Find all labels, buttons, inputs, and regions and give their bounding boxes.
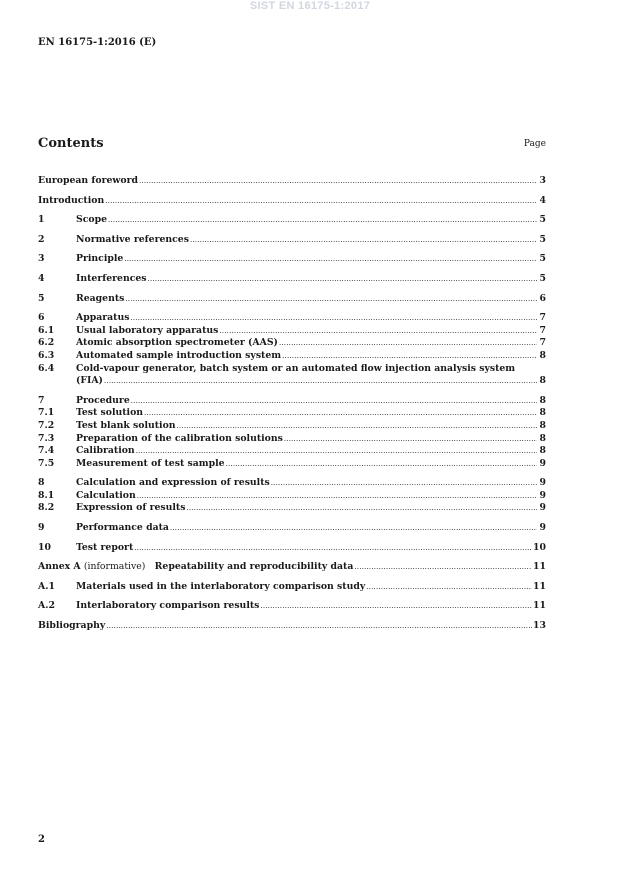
dot-leader	[136, 445, 537, 458]
toc-entry-number: 7.1	[38, 407, 55, 419]
toc-entry-page: 13	[533, 620, 546, 632]
toc-entry-title: Test report	[76, 541, 134, 553]
page-column-label: Page	[523, 139, 546, 149]
toc-entry-7-2[interactable]	[38, 420, 546, 433]
toc-entry-title: Test solution	[76, 407, 144, 419]
toc-entry-number: 7.5	[38, 457, 55, 469]
toc-entry-6-1[interactable]	[38, 325, 546, 338]
dot-leader	[354, 561, 532, 574]
dot-leader	[260, 600, 532, 613]
toc-entry-page: 3	[539, 175, 546, 186]
toc-entry-title: Interlaboratory comparison results	[76, 600, 260, 612]
toc-entry-title: Apparatus	[76, 312, 130, 324]
dot-leader	[366, 581, 532, 594]
toc-entry-page: 11	[533, 600, 546, 612]
toc-entry-title: Reagents	[76, 292, 125, 304]
annex-title: Repeatability and reproducibility data	[154, 561, 354, 573]
toc-entry-number: 2	[38, 233, 45, 245]
toc-entry-6-2[interactable]	[38, 337, 546, 350]
dot-leader	[137, 490, 537, 503]
toc-entry-number: 1	[38, 214, 45, 226]
toc-entry-page: 8	[539, 375, 546, 387]
toc-entry-title: Materials used in the interlaboratory comparison study	[76, 580, 366, 592]
toc-entry-page: 8	[539, 407, 546, 419]
dot-leader	[282, 350, 537, 363]
toc-entry-page: 8	[539, 349, 546, 361]
toc-entry-a-2[interactable]	[38, 600, 546, 613]
toc-entry-page: 9	[539, 457, 546, 469]
dot-leader	[106, 620, 532, 633]
toc-entry-title: Calibration	[76, 445, 135, 457]
toc-entry-a-1[interactable]	[38, 581, 546, 594]
toc-entry-page: 11	[533, 580, 546, 592]
dot-leader	[226, 458, 537, 471]
toc-entry-number: 6	[38, 312, 45, 324]
toc-entry-5[interactable]	[38, 293, 546, 306]
dot-leader	[125, 293, 537, 306]
toc-entry-7[interactable]	[38, 395, 546, 408]
toc-entry-3[interactable]	[38, 253, 546, 266]
toc-entry-page: 6	[539, 292, 546, 304]
annex-label: Annex A	[38, 561, 81, 573]
toc-entry-number: 8.1	[38, 489, 55, 501]
toc-entry-title: Test blank solution	[76, 419, 176, 431]
toc-entry-number: 7.2	[38, 419, 55, 431]
toc-entry-title: Scope	[76, 214, 107, 226]
toc-entry-page: 10	[533, 541, 546, 553]
toc-entry-number: 10	[38, 541, 51, 553]
toc-entry-title: Interferences	[76, 272, 147, 284]
toc-entry-title: Introduction	[38, 194, 105, 206]
dot-leader	[190, 234, 537, 247]
toc-entry-title	[38, 561, 353, 574]
toc-entry-page: 7	[539, 324, 546, 336]
dot-leader	[186, 502, 537, 515]
toc-entry-number: 8.2	[38, 502, 55, 514]
toc-entry-1[interactable]	[38, 214, 546, 227]
toc-entry-title: Procedure	[76, 394, 130, 406]
toc-entry-8[interactable]	[38, 477, 546, 490]
watermark: SIST EN 16175-1:2017	[249, 0, 371, 12]
toc-entry-2[interactable]	[38, 234, 546, 247]
toc-entry-number: A.2	[38, 600, 55, 612]
toc-entry-annex-a[interactable]	[38, 561, 546, 574]
toc-entry-number: 3	[38, 253, 45, 265]
dot-leader	[105, 195, 537, 208]
toc-entry-title: Expression of results	[76, 502, 186, 514]
dot-leader	[279, 337, 537, 350]
dot-leader	[134, 542, 532, 555]
toc-entry-6-4[interactable]	[38, 363, 546, 376]
page-number: 2	[38, 834, 45, 845]
toc-entry-7-1[interactable]	[38, 407, 546, 420]
toc-entry-6[interactable]	[38, 312, 546, 325]
toc-entry-title: Performance data	[76, 522, 169, 534]
toc-entry-page: 5	[539, 272, 546, 284]
dot-leader	[148, 273, 537, 286]
contents-heading: Contents	[38, 136, 104, 151]
toc-entry-number: A.1	[38, 580, 55, 592]
toc-entry-title: Preparation of the calibration solutions	[76, 432, 283, 444]
toc-entry-number: 6.4	[38, 362, 55, 374]
toc-entry-page: 8	[539, 394, 546, 406]
toc-entry-title: Cold-vapour generator, batch system or an automated flow injection analysis system	[76, 362, 516, 374]
toc-entry-title: Usual laboratory apparatus	[76, 324, 219, 336]
toc-entry-page: 8	[539, 432, 546, 444]
toc-entry-title: European foreword	[38, 175, 138, 186]
dot-leader	[219, 325, 537, 338]
toc-entry-page: 8	[539, 445, 546, 457]
document-id: EN 16175-1:2016 (E)	[38, 37, 157, 48]
toc-entry-9[interactable]	[38, 522, 546, 535]
dot-leader	[108, 214, 537, 227]
toc-entry-title: Measurement of test sample	[76, 457, 225, 469]
toc-entry-title: Automated sample introduction system	[76, 349, 282, 361]
dot-leader	[284, 433, 537, 446]
toc-entry-page: 9	[539, 522, 546, 534]
toc-entry-introduction[interactable]	[38, 195, 546, 208]
toc-entry-title: Principle	[76, 253, 124, 265]
toc-entry-7-4[interactable]	[38, 445, 546, 458]
toc-entry-number: 6.3	[38, 349, 55, 361]
dot-leader	[130, 312, 537, 325]
toc-entry-6-4-continued[interactable]	[38, 375, 546, 388]
dot-leader	[170, 522, 537, 535]
toc-entry-7-3[interactable]	[38, 433, 546, 446]
toc-entry-page: 5	[539, 233, 546, 245]
toc-entry-number: 7	[38, 394, 45, 406]
toc-entry-title: Calculation and expression of results	[76, 477, 270, 489]
dot-leader	[124, 253, 537, 266]
dot-leader	[139, 175, 537, 188]
dot-leader	[104, 375, 537, 388]
dot-leader	[177, 420, 537, 433]
dot-leader	[271, 477, 537, 490]
toc-entry-number: 7.4	[38, 445, 55, 457]
toc-entry-number: 4	[38, 272, 45, 284]
toc-entry-title: Normative references	[76, 233, 189, 245]
toc-entry-number: 6.2	[38, 337, 55, 349]
toc-entry-page: 5	[539, 214, 546, 226]
toc-entry-page: 9	[539, 489, 546, 501]
toc-entry-title-continued: (FIA)	[76, 375, 103, 387]
toc-entry-10[interactable]	[38, 542, 546, 555]
toc-entry-page: 7	[539, 337, 546, 349]
toc-entry-page: 9	[539, 477, 546, 489]
toc-entry-8-2[interactable]	[38, 502, 546, 515]
toc-entry-6-3[interactable]	[38, 350, 546, 363]
toc-entry-number: 5	[38, 292, 45, 304]
toc-entry-page: 11	[533, 561, 546, 573]
toc-entry-number: 7.3	[38, 432, 55, 444]
toc-entry-page: 7	[539, 312, 546, 324]
toc-entry-8-1[interactable]	[38, 490, 546, 503]
dot-leader	[131, 395, 537, 408]
toc-entry-number: 6.1	[38, 324, 55, 336]
toc-entry-title: Calculation	[76, 489, 136, 501]
toc-entry-title: Atomic absorption spectrometer (AAS)	[76, 337, 278, 349]
annex-note: (informative)	[83, 561, 146, 573]
dot-leader	[144, 407, 537, 420]
toc-entry-page: 4	[539, 194, 546, 206]
toc-entry-page: 9	[539, 502, 546, 514]
toc-entry-title: Bibliography	[38, 620, 106, 632]
table-of-contents	[38, 175, 546, 633]
toc-entry-number: 9	[38, 522, 45, 534]
toc-entry-page: 5	[539, 253, 546, 265]
toc-entry-page: 8	[539, 419, 546, 431]
toc-entry-number: 8	[38, 477, 45, 489]
toc-entry-7-5[interactable]	[38, 458, 546, 471]
toc-entry-european-foreword[interactable]	[38, 175, 546, 188]
toc-entry-4[interactable]	[38, 273, 546, 286]
toc-entry-bibliography[interactable]	[38, 620, 546, 633]
